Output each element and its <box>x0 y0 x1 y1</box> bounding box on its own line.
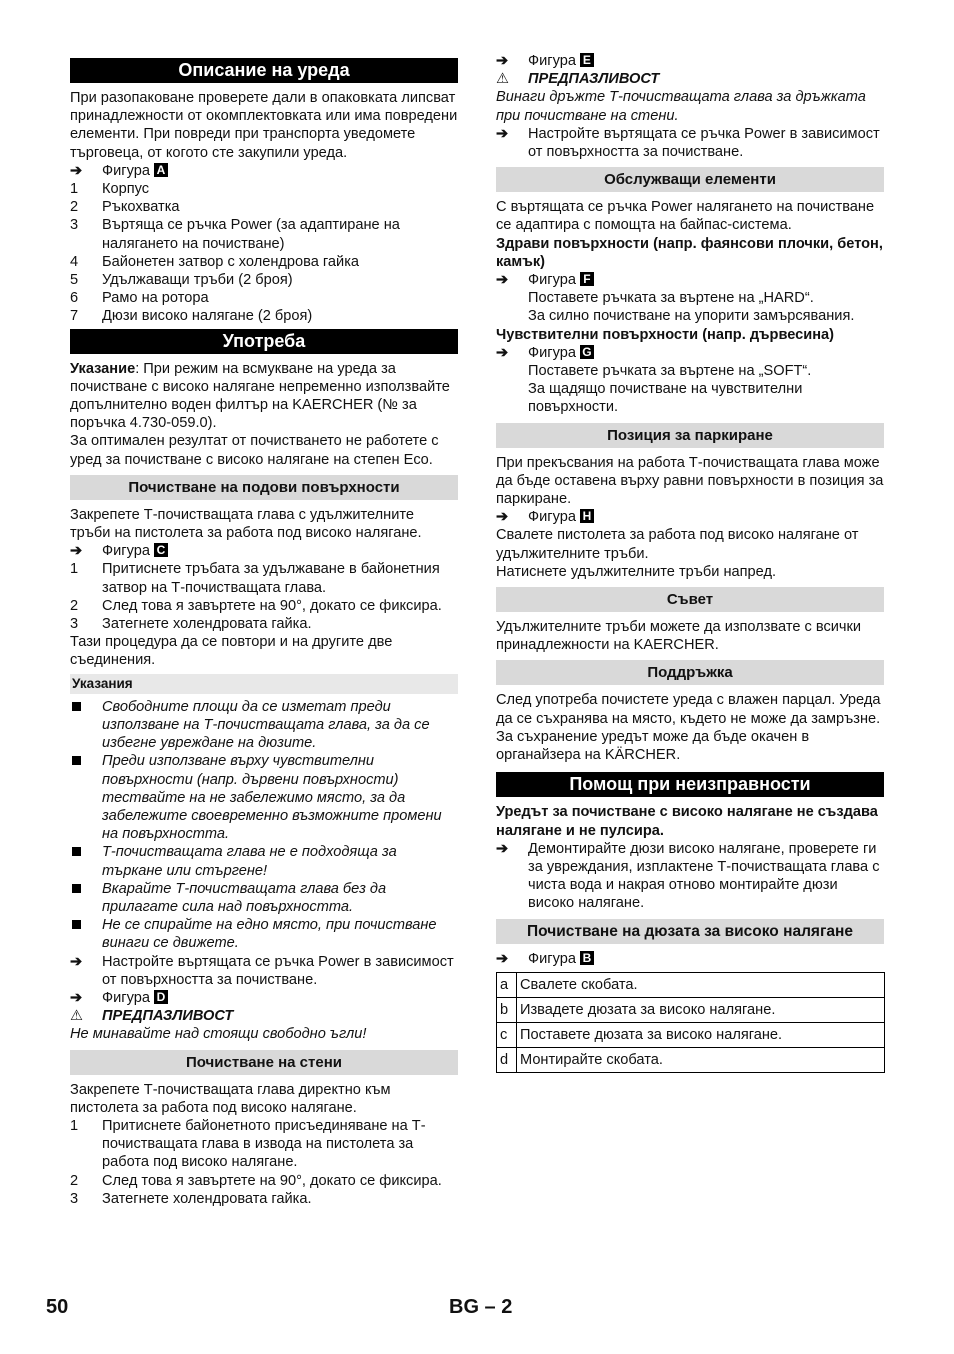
page-number: 50 <box>46 1296 69 1318</box>
list-item: 4 Байонетен затвор с холендрова гайка <box>70 253 360 270</box>
maintenance-text: След употреба почистете уреда с влажен парцал. Уреда да се съхранява на място, където не може да замръзне. <box>496 692 881 727</box>
tip-text: Удължителните тръби можете да използвате с всички принадлежности на KAERCHER. <box>496 619 862 654</box>
figure-ref-d: ➔ Фигура D <box>70 989 458 1007</box>
walls-intro: Закрепете Т-почистващата глава директно към пистолета за работа под високо налягане. <box>70 1081 391 1116</box>
hint-item: Т-почистващата глава не е подходяща за търкане или стъргене! <box>70 843 458 879</box>
hard-surfaces-title: Здрави повърхности (напр. фаянсови плочки, бетон, камък) <box>496 235 883 270</box>
list-item: 5 Удължаващи тръби (2 броя) <box>70 272 293 289</box>
section-title-parking: Позиция за паркиране <box>496 423 884 448</box>
figure-c-badge: C <box>154 543 168 557</box>
figure-ref-c: ➔ Фигура C <box>70 542 458 560</box>
soft-step: Поставете ръчката за въртене на „SOFT“. <box>528 363 812 380</box>
table-row: b Извадете дюзата за високо налягане. <box>497 997 885 1022</box>
caution-text: Винаги дръжте Т-почистващата глава за дръжката при почистване на стени. <box>496 89 866 124</box>
trouble-symptom: Уредът за почистване с високо налягане не създава налягане и не пулсира. <box>496 804 878 839</box>
controls-intro: С въртящата се ръчка Power налягането на почистване се адаптира с помощта на байпас-система. <box>496 199 875 234</box>
caution-heading: ⚠ ПРЕДПАЗЛИВОСТ <box>496 71 660 88</box>
arrow-right-icon: ➔ <box>70 953 83 970</box>
floor-repeat: Тази процедура да се повтори и на другите две съединения. <box>70 634 393 669</box>
soft-surfaces-title: Чувствителни повърхности (напр. дървесина) <box>496 326 835 343</box>
figure-a-badge: A <box>154 163 168 177</box>
caution-text: Не минавайте над стоящи свободно ъгли! <box>70 1026 367 1043</box>
arrow-right-icon: ➔ <box>496 272 509 289</box>
arrow-right-icon: ➔ <box>496 125 509 142</box>
figure-g-badge: G <box>580 345 594 359</box>
power-step: ➔ Настройте въртящата се ръчка Power в зависимост от повърхността за почистване. <box>496 125 880 161</box>
bullet-square-icon <box>72 920 81 929</box>
section-title-controls: Обслужващи елементи <box>496 167 884 192</box>
list-item: 2 След това я завъртете на 90°, докато се фиксира. <box>70 1172 442 1189</box>
nozzle-steps-table <box>496 972 885 1073</box>
table-row: d Монтирайте скобата. <box>497 1047 885 1072</box>
right-column <box>496 52 884 1073</box>
bullet-square-icon <box>72 756 81 765</box>
maintenance-text: За съхранение уредът може да бъде окачен в органайзера на KÄRCHER. <box>496 728 810 764</box>
arrow-right-icon: ➔ <box>496 509 509 526</box>
hard-step: За силно почистване на упорити замърсявания. <box>528 308 855 325</box>
bullet-square-icon <box>72 847 81 856</box>
list-item: 6 Рамо на ротора <box>70 290 209 307</box>
list-item: 3 Затегнете холендровата гайка. <box>70 1190 312 1207</box>
trouble-step: ➔ Демонтирайте дюзи високо налягане, проверете ги за увреждания, изплактене Т-почистващата глава с чиста вода и накрая отново монтирайте дюзи високо налягане. <box>496 840 880 912</box>
figure-ref-h: ➔ Фигура H <box>496 508 884 526</box>
bullet-square-icon <box>72 884 81 893</box>
parking-text: Натиснете удължителните тръби напред. <box>496 563 777 580</box>
list-item: 7 Дюзи високо налягане (2 броя) <box>70 308 313 325</box>
figure-b-badge: B <box>580 951 594 965</box>
hints-title: Указания <box>70 674 458 694</box>
hard-step: Поставете ръчката за въртене на „HARD“. <box>528 290 814 307</box>
power-step: ➔ Настройте въртящата се ръчка Power в зависимост от повърхността за почистване. <box>70 953 454 988</box>
list-item: 1 Притиснете тръбата за удължаване в байонетния затвор на Т-почистващата глава. <box>70 561 440 596</box>
figure-ref-e: ➔ Фигура E <box>496 52 884 70</box>
usage-note: Указание: При режим на всмукване на уреда за почистване с високо налягане непременно използвайте допълнително воден филтър на KAERCHER (№ за поръчка 4.730-059.0). <box>70 360 450 432</box>
warning-triangle-icon: ⚠ <box>70 1008 84 1025</box>
figure-h-badge: H <box>580 509 594 523</box>
list-item: 3 Затегнете холендровата гайка. <box>70 616 312 633</box>
table-row: c Поставете дюзата за високо налягане. <box>497 1022 885 1047</box>
section-title-usage: Употреба <box>70 329 458 354</box>
arrow-right-icon: ➔ <box>70 989 83 1006</box>
page-label: BG – 2 <box>449 1296 513 1318</box>
soft-step: За щадящо почистване на чувствителни повърхности. <box>528 381 803 416</box>
arrow-right-icon: ➔ <box>70 162 83 179</box>
parts-list <box>70 180 458 326</box>
hint-item: Свободните площи да се изметат преди използване на Т-почистващата глава, за да се избегне увреждане на дюзите. <box>70 698 458 753</box>
section-title-tip: Съвет <box>496 587 884 612</box>
arrow-right-icon: ➔ <box>496 840 509 857</box>
parking-intro: При прекъсвания на работа Т-почистващата глава може да бъде оставена върху равни повърхности в позиция за паркиране. <box>496 454 884 508</box>
hint-item: Вкарайте Т-почистващата глава без да прилагате сила над повърхността. <box>70 880 458 916</box>
figure-ref-a: ➔ Фигура A <box>70 162 458 180</box>
list-item: 2 Ръкохватка <box>70 199 180 216</box>
section-title-walls: Почистване на стени <box>70 1050 458 1075</box>
list-item: 3 Въртяща се ръчка Power (за адаптиране на налягането на почистване) <box>70 217 400 252</box>
figure-ref-g: ➔ Фигура G <box>496 344 884 362</box>
hint-item: Преди използване върху чувствителни повърхности (напр. дървени повърхности) тествайте на не забележимо място, за да забележите своевременно възможните промени на повърхността. <box>70 752 458 843</box>
figure-d-badge: D <box>154 990 168 1004</box>
floor-intro: Закрепете Т-почистващата глава с удължителните тръби на пистолета за работа под високо налягане. <box>70 506 422 542</box>
usage-eco-note: За оптимален резултат от почистването не работете с уред за почистване с високо налягане на степен Eco. <box>70 433 439 468</box>
section-title-nozzle-cleaning: Почистване на дюзата за високо налягане <box>496 919 884 944</box>
list-item: 1 Притиснете байонетното присъединяване на Т-почистващата глава в извода на пистолета за работа под високо налягане. <box>70 1117 426 1171</box>
warning-triangle-icon: ⚠ <box>496 71 510 88</box>
section-title-floor: Почистване на подови повърхности <box>70 475 458 500</box>
left-column <box>70 55 458 1208</box>
description-intro: При разопаковане проверете дали в опаковката липсват принадлежности от окомплектовката или има повредени елементи. При повреди при транспорта уведомете търговеца, от когото сте закупили уреда. <box>70 90 458 161</box>
bullet-square-icon <box>72 702 81 711</box>
caution-heading: ⚠ ПРЕДПАЗЛИВОСТ <box>70 1008 234 1025</box>
arrow-right-icon: ➔ <box>70 543 83 560</box>
list-item: 1 Корпус <box>70 181 150 198</box>
list-item: 2 След това я завъртете на 90°, докато се фиксира. <box>70 597 442 614</box>
table-row: a Свалете скобата. <box>497 972 885 997</box>
arrow-right-icon: ➔ <box>496 344 509 361</box>
section-title-description: Описание на уреда <box>70 58 458 83</box>
figure-e-badge: E <box>580 53 594 67</box>
figure-ref-b: ➔ Фигура B <box>496 950 884 968</box>
hint-item: Не се спирайте на едно място, при почистване винаги се движете. <box>70 916 458 952</box>
parking-text: Свалете пистолета за работа под високо налягане от удължителните тръби. <box>496 527 859 562</box>
section-title-troubleshooting: Помощ при неизправности <box>496 772 884 797</box>
section-title-maintenance: Поддръжка <box>496 660 884 685</box>
arrow-right-icon: ➔ <box>496 53 509 69</box>
figure-f-badge: F <box>580 272 594 286</box>
figure-ref-f: ➔ Фигура F <box>496 271 884 289</box>
arrow-right-icon: ➔ <box>496 950 509 967</box>
